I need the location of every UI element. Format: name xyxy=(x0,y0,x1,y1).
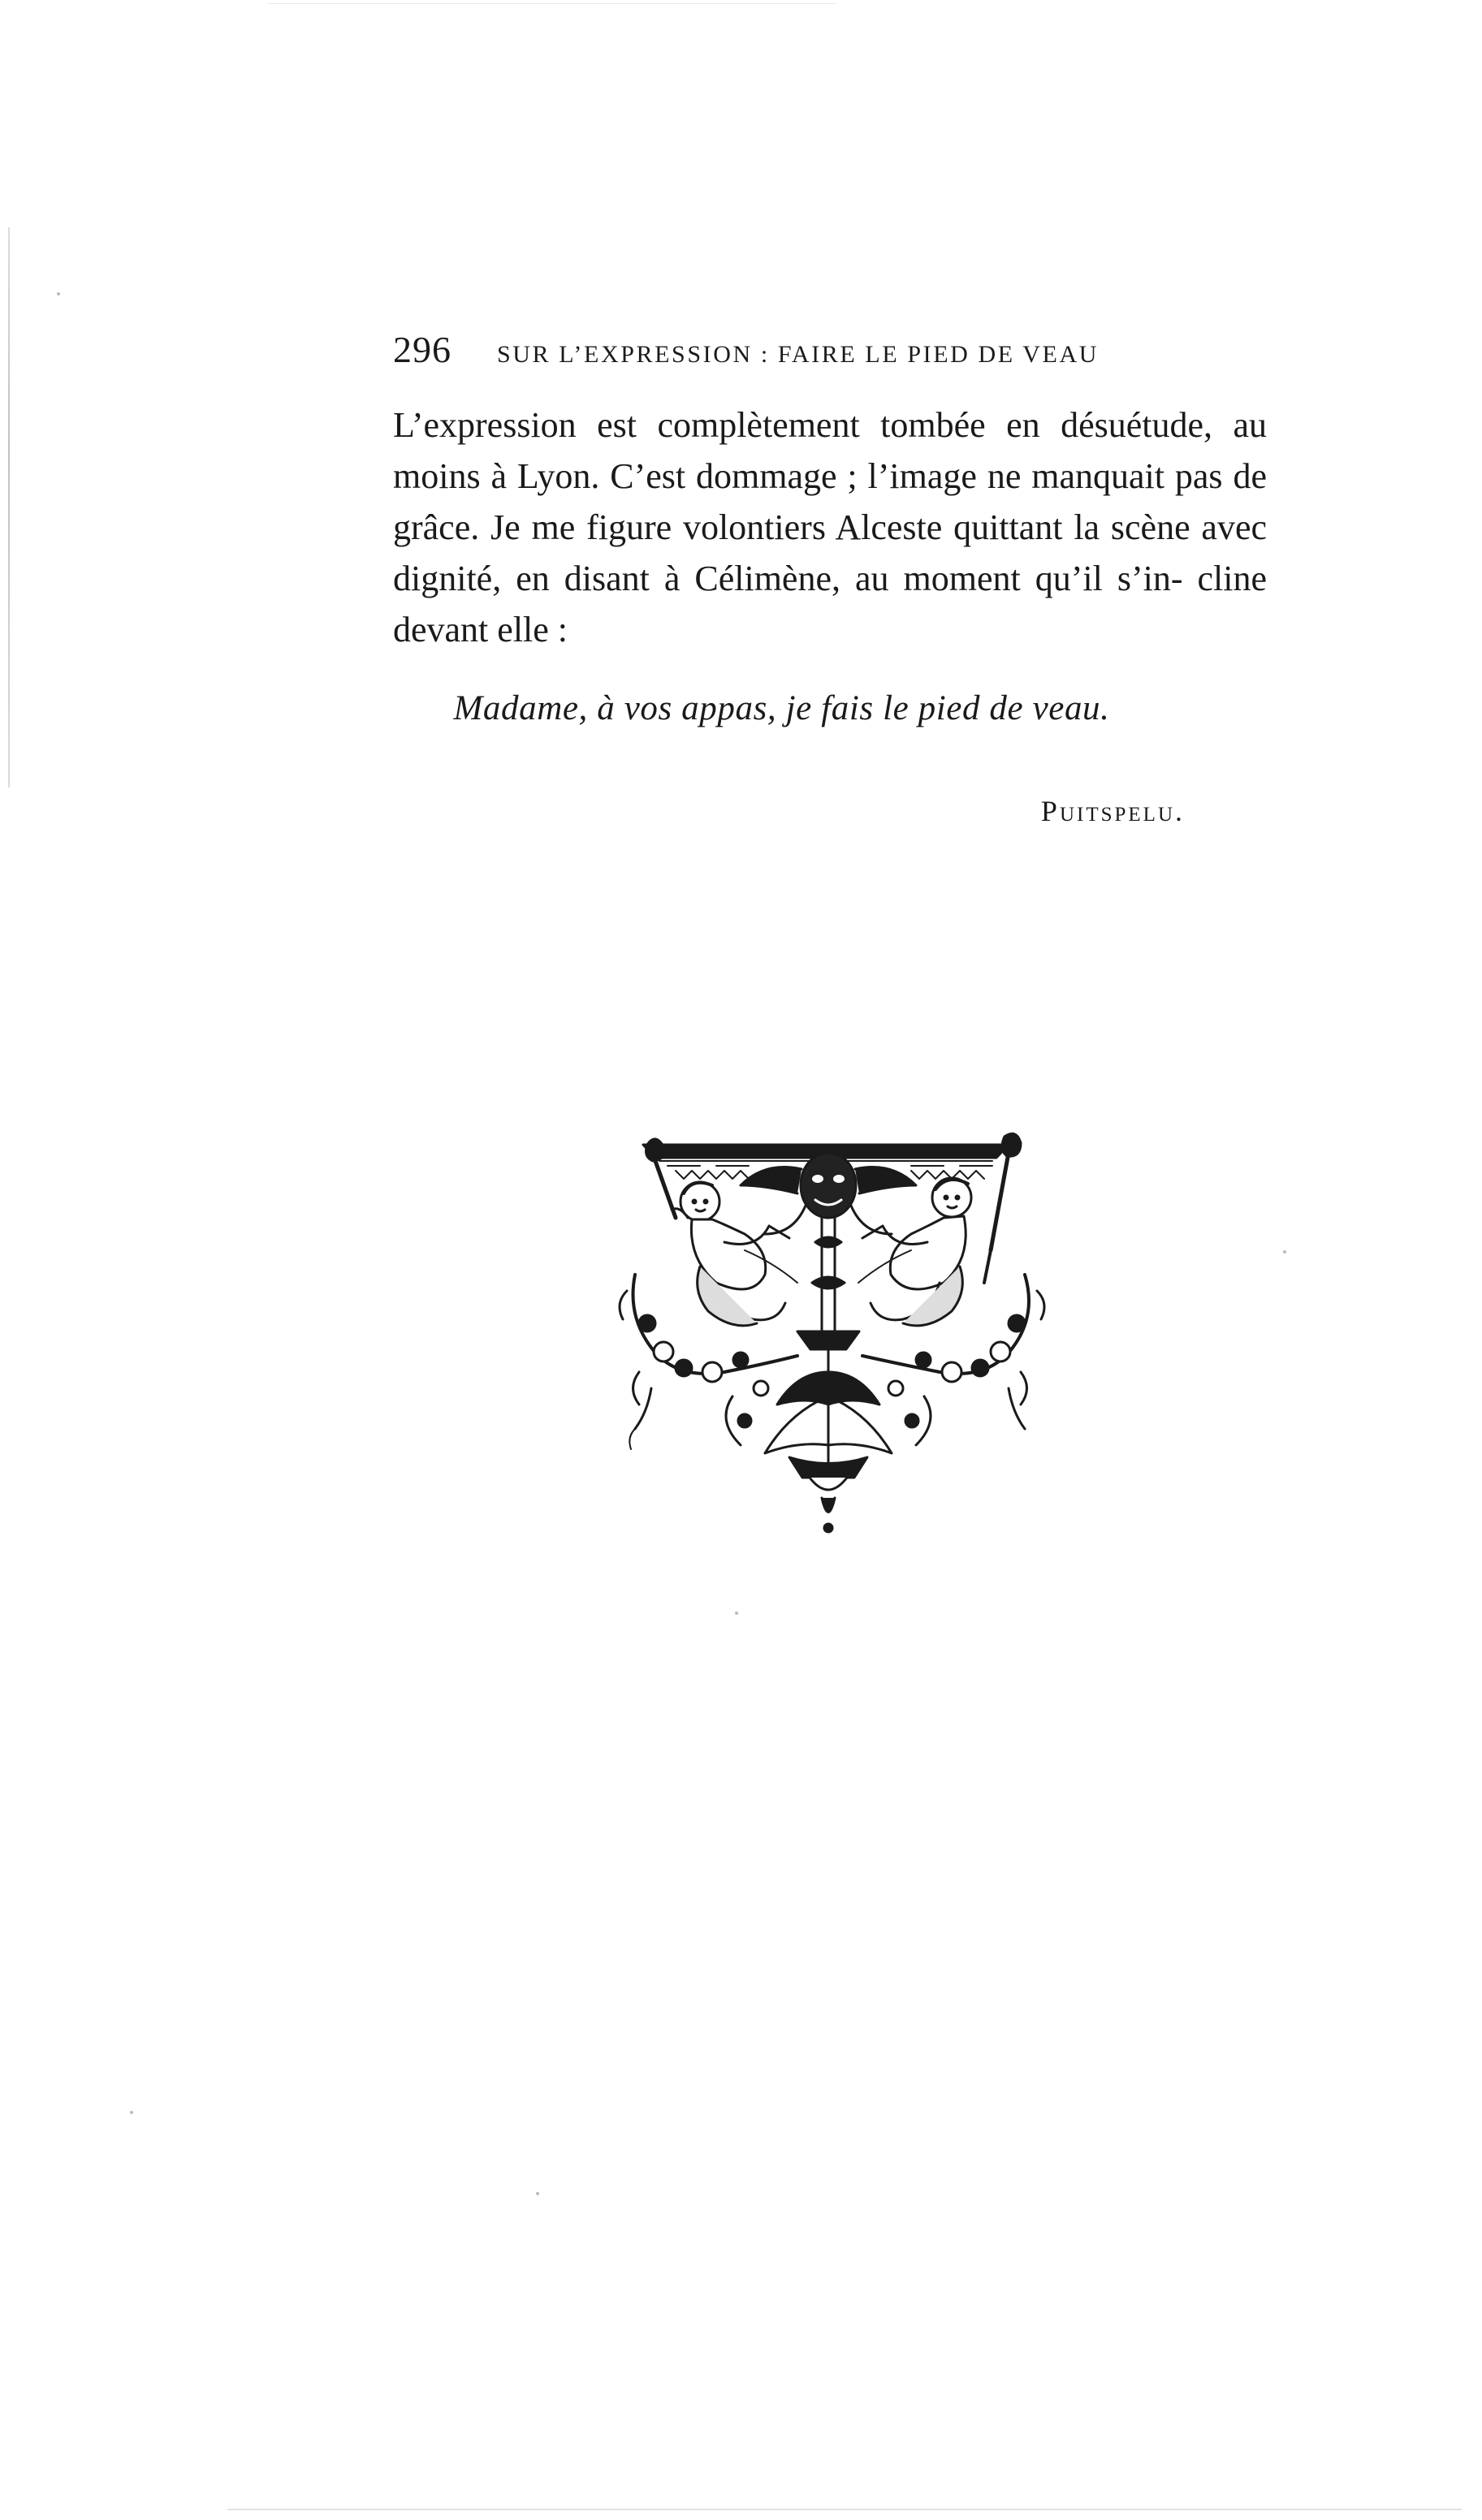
scan-speck xyxy=(1283,1250,1286,1254)
scan-speck xyxy=(536,2192,539,2195)
paragraph-text: L’expression est complètement tombée en désuétude, au moins à Lyon. C’est dommage ; l’image ne manquait pas de grâce. Je me figure volontiers Alceste quittant la scène avec dignité, en disant à Célimène, au moment qu’il s’in- cline devant elle : xyxy=(393,405,1267,649)
scan-speck xyxy=(57,292,60,296)
scan-edge-top xyxy=(268,3,836,4)
running-title: SUR L’EXPRESSION : FAIRE LE PIED DE VEAU xyxy=(497,341,1099,368)
scan-speck xyxy=(130,2111,133,2114)
page-number: 296 xyxy=(393,329,452,370)
cherubs-mask-garland-tailpiece-icon xyxy=(603,1128,1065,1534)
scan-edge-bottom xyxy=(227,2509,1462,2510)
body-paragraph xyxy=(393,399,1267,655)
quoted-verse: Madame, à vos appas, je fais le pied de veau. xyxy=(453,689,1110,727)
running-head xyxy=(393,328,1205,377)
author-signature: Puitspelu. xyxy=(1040,795,1185,827)
scan-speck xyxy=(735,1612,738,1615)
